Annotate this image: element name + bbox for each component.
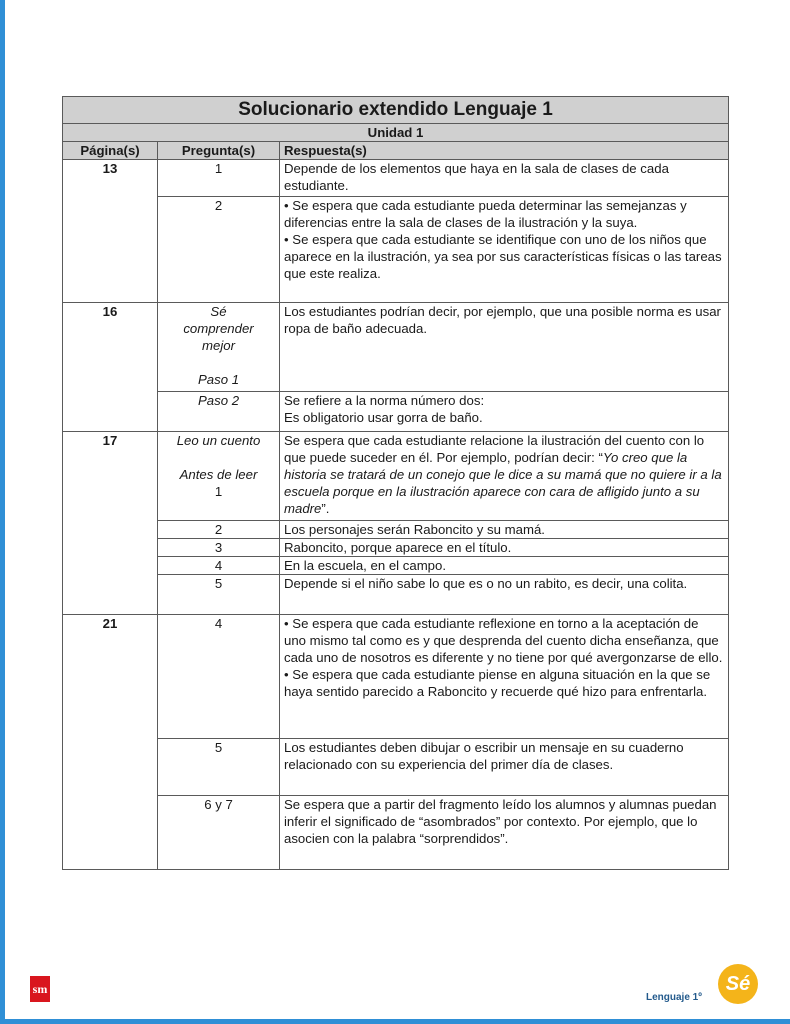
answer-cell (280, 197, 729, 303)
question-cell (158, 303, 280, 392)
question-step: Paso 2 (197, 393, 240, 408)
header-page: Página(s) (63, 142, 158, 160)
table-title-row (63, 97, 729, 124)
answer-line: Es obligatorio usar gorra de baño. (284, 410, 483, 425)
question-cell: 3 (158, 539, 280, 557)
answer-cell: Depende de los elementos que haya en la sala de clases de cada estudiante. (280, 160, 729, 197)
question-cell: 4 (158, 615, 280, 739)
table-row (63, 739, 729, 796)
answer-quote: Yo creo que la historia se tratará de un conejo que le dice a su mamá que no quiere ir a la escuela porque en la ilustración aparece con cara de afligido junto a su madre (284, 450, 722, 516)
answer-bullet: • Se espera que cada estudiante se identifique con uno de los niños que aparece en la ilustración, ya sea por sus características físicas o las tareas que este realiza. (284, 232, 722, 281)
question-section: Leo un cuento (176, 433, 261, 448)
answer-bullet: • Se espera que cada estudiante reflexione en torno a la aceptación de uno mismo tal como es y que desprenda del cuento dicha enseñanza, que cada uno de nosotros es diferente y no tiene por qué avergonzarse de ello. (284, 616, 723, 665)
question-number: 1 (214, 484, 223, 499)
page-number: 17 (63, 432, 158, 615)
header-answer: Respuesta(s) (280, 142, 729, 160)
unit-row (63, 124, 729, 142)
question-cell: 1 (158, 160, 280, 197)
question-cell: 4 (158, 557, 280, 575)
question-step: Paso 1 (197, 372, 240, 387)
question-cell: 5 (158, 575, 280, 615)
question-section: Antes de leer (179, 467, 258, 482)
document-title: Solucionario extendido Lenguaje 1 (63, 97, 729, 124)
table-row (63, 557, 729, 575)
footer-subject-label: Lenguaje 1º (646, 992, 702, 1003)
answer-cell: Los estudiantes podrían decir, por ejemplo, que una posible norma es usar ropa de baño adecuada. (280, 303, 729, 392)
table-row (63, 615, 729, 739)
table-row (63, 160, 729, 197)
question-cell: 2 (158, 197, 280, 303)
header-row (63, 142, 729, 160)
table-row (63, 303, 729, 392)
answer-cell: Raboncito, porque aparece en el título. (280, 539, 729, 557)
table-row (63, 796, 729, 870)
answer-bullet: • Se espera que cada estudiante piense en alguna situación en la que se haya sentido parecido a Raboncito y recuerde qué hizo para enfrentarla. (284, 667, 711, 699)
answer-cell: Depende si el niño sabe lo que es o no un rabito, es decir, una colita. (280, 575, 729, 615)
answer-line: Se refiere a la norma número dos: (284, 393, 485, 408)
page-number: 16 (63, 303, 158, 432)
answer-text: Se espera que cada estudiante relacione la ilustración del cuento con lo que puede suceder en él. Por ejemplo, podrían decir: “ (284, 433, 705, 465)
table-row (63, 575, 729, 615)
answer-cell (280, 432, 729, 521)
header-question: Pregunta(s) (158, 142, 280, 160)
question-cell (158, 392, 280, 432)
page-number: 21 (63, 615, 158, 870)
table-row (63, 392, 729, 432)
table-row (63, 197, 729, 303)
answer-cell: Los personajes serán Raboncito y su mamá. (280, 521, 729, 539)
bottom-accent-bar (0, 1019, 790, 1024)
question-cell: 5 (158, 739, 280, 796)
answer-cell (280, 392, 729, 432)
table-row (63, 432, 729, 521)
left-accent-bar (0, 0, 5, 1024)
answer-bullet: • Se espera que cada estudiante pueda determinar las semejanzas y diferencias entre la sala de clases de la ilustración y la suya. (284, 198, 687, 230)
answer-cell: Se espera que a partir del fragmento leído los alumnos y alumnas puedan inferir el significado de “asombrados” por contexto. Por ejemplo, que lo asocien con la palabra “sorprendidos”. (280, 796, 729, 870)
sm-logo: sm (30, 976, 50, 1002)
se-logo: Sé (718, 964, 758, 1004)
question-cell: 2 (158, 521, 280, 539)
answer-text: ”. (321, 501, 330, 516)
table-row (63, 539, 729, 557)
answer-cell: En la escuela, en el campo. (280, 557, 729, 575)
question-cell (158, 432, 280, 521)
answer-cell: Los estudiantes deben dibujar o escribir un mensaje en su cuaderno relacionado con su experiencia del primer día de clases. (280, 739, 729, 796)
question-cell: 6 y 7 (158, 796, 280, 870)
unit-label: Unidad 1 (63, 124, 729, 142)
solutions-table (62, 96, 729, 870)
answer-cell (280, 615, 729, 739)
page-number: 13 (63, 160, 158, 303)
table-row (63, 521, 729, 539)
question-section: Sé comprender mejor (183, 304, 254, 353)
